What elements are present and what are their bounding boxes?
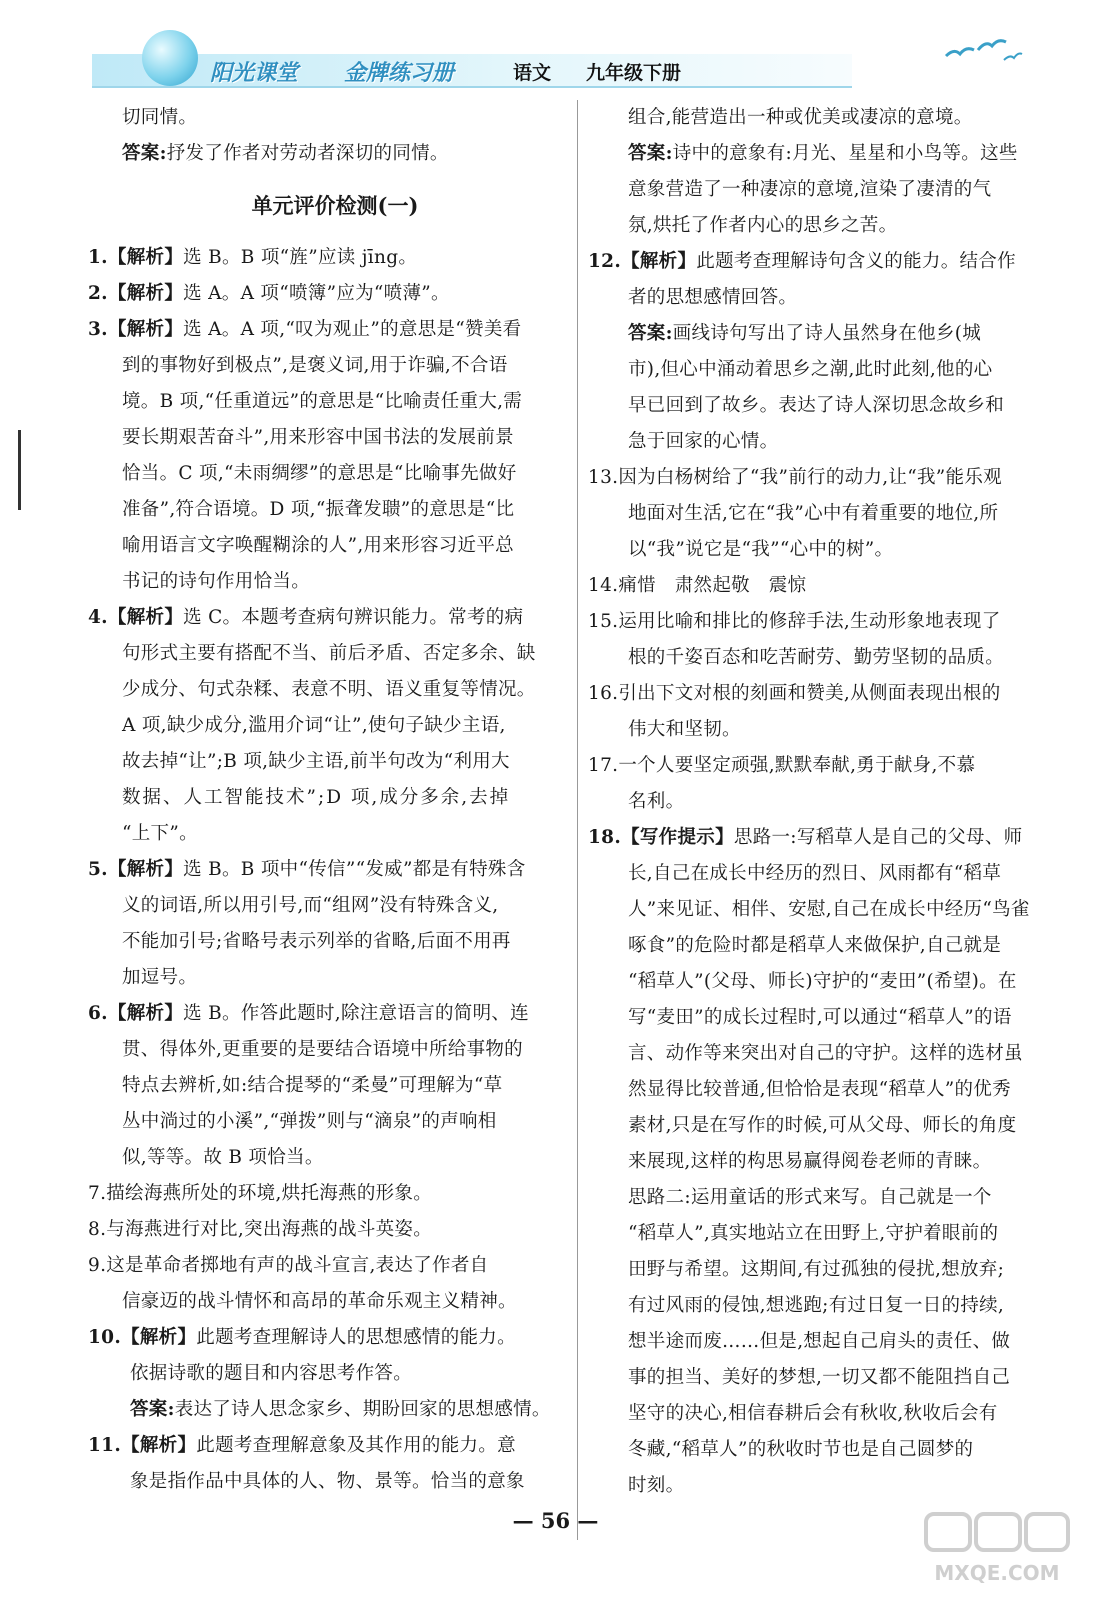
- text-line: 素材,只是在写作的时候,可从父母、师长的角度: [628, 1115, 1017, 1136]
- text-line: 地面对生活,它在“我”心中有着重要的地位,所: [628, 503, 999, 524]
- answer-tag: 答案:: [628, 143, 673, 164]
- q9: 9.这是革命者掷地有声的战斗宣言,表达了作者自: [88, 1255, 489, 1276]
- watermark-text: MXQE.COM: [934, 1561, 1060, 1585]
- analysis-tag: 5.【解析】: [88, 859, 184, 880]
- text-line: 加逗号。: [122, 967, 198, 988]
- text-line: 故去掉“让”;B 项,缺少主语,前半句改为“利用大: [122, 751, 510, 772]
- text-span: 选 B。B 项“旌”应读 jīng。: [183, 247, 418, 268]
- text-line: “上下”。: [122, 823, 198, 844]
- text-line: 氛,烘托了作者内心的思乡之苦。: [628, 215, 898, 236]
- text-span: 此题考查理解意象及其作用的能力。意: [196, 1435, 516, 1456]
- analysis-tag: 3.【解析】: [88, 319, 184, 340]
- text-line: 境。B 项,“任重道远”的意思是“比喻责任重大,需: [122, 391, 523, 412]
- text-line: 贯、得体外,更重要的是要结合语境中所给事物的: [122, 1039, 523, 1060]
- answer-text: 抒发了作者对劳动者深切的同情。: [166, 143, 449, 164]
- text-line: 来展现,这样的构思易赢得阅卷老师的青睐。: [628, 1151, 992, 1172]
- text-line: 想半途而废……但是,想起自己肩头的责任、做: [628, 1331, 1011, 1352]
- page-number: — 56 —: [512, 1508, 599, 1533]
- text-line: 数据、人工智能技术”;D 项,成分多余,去掉: [122, 787, 511, 808]
- q8: 8.与海燕进行对比,突出海燕的战斗英姿。: [88, 1219, 433, 1240]
- text-line: 思路二:运用童话的形式来写。自己就是一个: [628, 1187, 992, 1208]
- answer-text: 表达了诗人思念家乡、期盼回家的思想感情。: [174, 1399, 551, 1420]
- text-line: 不能加引号;省略号表示列举的省略,后面不用再: [122, 931, 511, 952]
- q3: [88, 312, 582, 348]
- q6: [88, 996, 582, 1032]
- series-title: 金牌练习册: [344, 61, 455, 86]
- answer-line: [588, 136, 1062, 172]
- text-line: “稻草人”(父母、师长)守护的“麦田”(希望)。在: [628, 971, 1017, 992]
- answer-tag: 答案:: [122, 143, 167, 164]
- q14: 14.痛惜 肃然起敬 震惊: [588, 575, 807, 596]
- text-line: 以“我”说它是“我”“心中的树”。: [628, 539, 894, 560]
- q15: 15.运用比喻和排比的修辞手法,生动形象地表现了: [588, 611, 1001, 632]
- answer-tag: 答案:: [628, 323, 673, 344]
- text-line: 田野与希望。这期间,有过孤独的侵扰,想放弃;: [628, 1259, 1005, 1280]
- text-span: 此题考查理解诗人的思想感情的能力。: [196, 1327, 516, 1348]
- watermark-logo-icon: [922, 1508, 1072, 1588]
- text-line: 恰当。C 项,“未雨绸缪”的意思是“比喻事先做好: [122, 463, 517, 484]
- q5: [88, 852, 582, 888]
- writing-tip-tag: 18.【写作提示】: [588, 827, 734, 848]
- q16: 16.引出下文对根的刻画和赞美,从侧面表现出根的: [588, 683, 1001, 704]
- text-line: 丛中淌过的小溪”,“弹拨”则与“滴泉”的声响相: [122, 1111, 497, 1132]
- text-line: 早已回到了故乡。表达了诗人深切思念故乡和: [628, 395, 1005, 416]
- text-line: 切同情。: [122, 107, 198, 128]
- text-line: 伟大和坚韧。: [628, 719, 741, 740]
- text-line: 少成分、句式杂糅、表意不明、语义重复等情况。: [122, 679, 536, 700]
- text-line: 市),但心中涌动着思乡之潮,此时此刻,他的心: [628, 359, 993, 380]
- text-line: 象是指作品中具体的人、物、景等。恰当的意象: [130, 1471, 525, 1492]
- analysis-tag: 10.【解析】: [88, 1327, 197, 1348]
- text-line: 名利。: [628, 791, 685, 812]
- text-line: 急于回家的心情。: [628, 431, 779, 452]
- text-line: 组合,能营造出一种或优美或凄凉的意境。: [628, 107, 973, 128]
- q17: 17.一个人要坚定顽强,默默奉献,勇于献身,不慕: [588, 755, 976, 776]
- margin-mark: [18, 430, 21, 510]
- q12: [588, 244, 1062, 280]
- left-column: [88, 100, 582, 1500]
- birds-icon: [944, 34, 1024, 64]
- q18: [588, 820, 1062, 856]
- text-line: “稻草人”,真实地站立在田野上,守护着眼前的: [628, 1223, 999, 1244]
- q13: 13.因为白杨树给了“我”前行的动力,让“我”能乐观: [588, 467, 1002, 488]
- q11: [88, 1428, 582, 1464]
- text-line: 意象营造了一种凄凉的意境,渲染了凄清的气: [628, 179, 992, 200]
- text-line: 特点去辨析,如:结合提琴的“柔曼”可理解为“草: [122, 1075, 503, 1096]
- text-line: 句形式主要有搭配不当、前后矛盾、否定多余、缺: [122, 643, 536, 664]
- text-line: 书记的诗句作用恰当。: [122, 571, 311, 592]
- text-line: 者的思想感情回答。: [628, 287, 798, 308]
- subject-label: 语文: [513, 62, 552, 84]
- text-line: 似,等等。故 B 项恰当。: [122, 1147, 324, 1168]
- analysis-tag: 1.【解析】: [88, 247, 184, 268]
- text-line: 事的担当、美好的梦想,一切又都不能阻挡自己: [628, 1367, 1011, 1388]
- header-banner: [92, 54, 852, 88]
- section-heading: 单元评价检测(一): [251, 193, 419, 218]
- analysis-tag: 6.【解析】: [88, 1003, 184, 1024]
- globe-logo-icon: [142, 30, 198, 86]
- text-line: A 项,缺少成分,滥用介词“让”,使句子缺少主语,: [122, 715, 506, 736]
- brand-title: 阳光课堂: [210, 61, 299, 86]
- text-line: 然显得比较普通,但恰恰是表现“稻草人”的优秀: [628, 1079, 1011, 1100]
- text-line: 时刻。: [628, 1475, 685, 1496]
- right-column: [588, 100, 1062, 1504]
- answer-tag: 答案:: [130, 1399, 175, 1420]
- text-line: 准备”,符合语境。D 项,“振聋发聩”的意思是“比: [122, 499, 515, 520]
- answer-line: [88, 136, 582, 172]
- analysis-tag: 2.【解析】: [88, 283, 184, 304]
- answer-text: 画线诗句写出了诗人虽然身在他乡(城: [672, 323, 982, 344]
- text-line: 到的事物好到极点”,是褒义词,用于诈骗,不合语: [122, 355, 508, 376]
- text-line: 要长期艰苦奋斗”,用来形容中国书法的发展前景: [122, 427, 514, 448]
- text-line: 信豪迈的战斗情怀和高昂的革命乐观主义精神。: [122, 1291, 517, 1312]
- q2: [88, 276, 582, 312]
- text-span: 此题考查理解诗句含义的能力。结合作: [696, 251, 1016, 272]
- page-header: [92, 28, 1022, 92]
- text-line: 写“麦田”的成长过程时,可以通过“稻草人”的语: [628, 1007, 1012, 1028]
- text-line: 长,自己在成长中经历的烈日、风雨都有“稻草: [628, 863, 1002, 884]
- text-span: 选 B。作答此题时,除注意语言的简明、连: [183, 1003, 529, 1024]
- text-span: 思路一:写稻草人是自己的父母、师: [733, 827, 1023, 848]
- q4: [88, 600, 582, 636]
- answer-line: [88, 1392, 582, 1428]
- text-line: 坚守的决心,相信春耕后会有秋收,秋收后会有: [628, 1403, 998, 1424]
- text-line: 义的词语,所以用引号,而“组网”没有特殊含义,: [122, 895, 499, 916]
- text-span: 选 B。B 项中“传信”“发威”都是有特殊含: [183, 859, 526, 880]
- analysis-tag: 4.【解析】: [88, 607, 184, 628]
- q7: 7.描绘海燕所处的环境,烘托海燕的形象。: [88, 1183, 433, 1204]
- text-line: 人”来见证、相伴、安慰,自己在成长中经历“鸟雀: [628, 899, 1030, 920]
- text-span: 选 A。A 项,“叹为观止”的意思是“赞美看: [183, 319, 522, 340]
- text-span: 选 C。本题考查病句辨识能力。常考的病: [183, 607, 524, 628]
- text-line: 啄食”的危险时都是稻草人来做保护,自己就是: [628, 935, 1002, 956]
- text-line: 根的千姿百态和吃苦耐劳、勤劳坚韧的品质。: [628, 647, 1005, 668]
- analysis-tag: 12.【解析】: [588, 251, 697, 272]
- answer-line: [588, 316, 1062, 352]
- q1: [88, 240, 582, 276]
- analysis-tag: 11.【解析】: [88, 1435, 197, 1456]
- text-line: 有过风雨的侵蚀,想逃跑;有过日复一日的持续,: [628, 1295, 1005, 1316]
- answer-text: 诗中的意象有:月光、星星和小鸟等。这些: [672, 143, 1018, 164]
- text-line: 冬藏,“稻草人”的秋收时节也是自己圆梦的: [628, 1439, 974, 1460]
- text-line: 喻用语言文字唤醒糊涂的人”,用来形容习近平总: [122, 535, 514, 556]
- text-span: 选 A。A 项“喷簿”应为“喷薄”。: [183, 283, 450, 304]
- q10: [88, 1320, 582, 1356]
- text-line: 言、动作等来突出对自己的守护。这样的选材虽: [628, 1043, 1023, 1064]
- grade-label: 九年级下册: [586, 62, 682, 84]
- text-line: 依据诗歌的题目和内容思考作答。: [130, 1363, 413, 1384]
